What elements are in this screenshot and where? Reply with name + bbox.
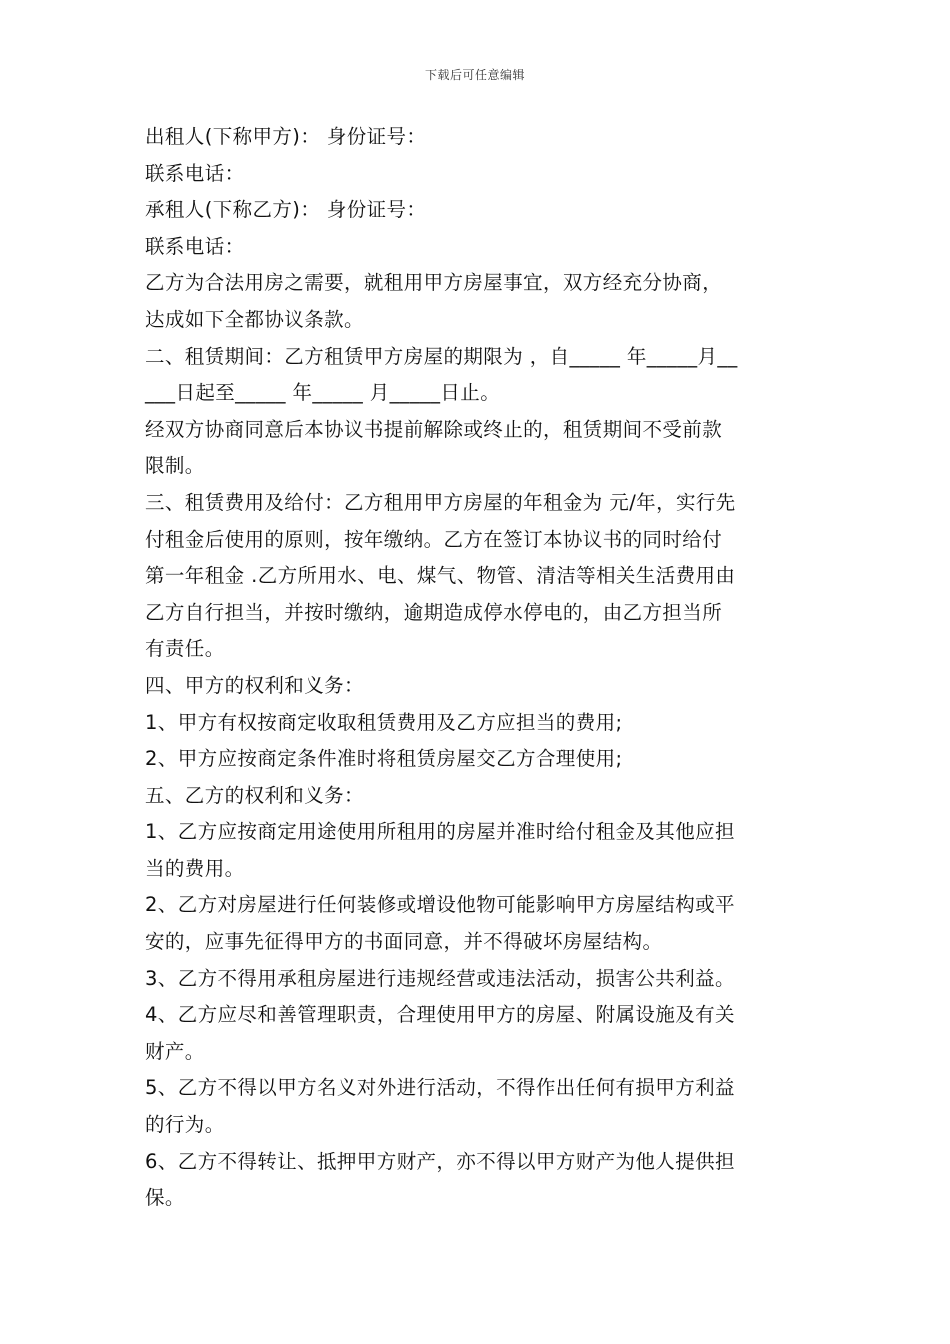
text-line: 乙方为合法用房之需要，就租用甲方房屋事宜，双方经充分协商， xyxy=(145,271,723,295)
document-body xyxy=(145,119,813,1217)
text-line: 乙方自行担当，并按时缴纳，逾期造成停水停电的，由乙方担当所 xyxy=(145,600,723,624)
text-line: 付租金后使用的原则，按年缴纳。乙方在签订本协议书的同时给付 xyxy=(145,527,723,551)
text-line: 四、甲方的权利和义务： xyxy=(145,673,364,697)
text-line: 1、甲方有权按商定收取租赁费用及乙方应担当的费用; xyxy=(145,710,623,734)
text-line: 经双方协商同意后本协议书提前解除或终止的，租赁期间不受前款 xyxy=(145,417,723,441)
text-line: 保。 xyxy=(145,1186,185,1210)
text-line: 1、乙方应按商定用途使用所租用的房屋并准时给付租金及其他应担 xyxy=(145,820,735,844)
text-line: ___日起至_____ 年_____ 月_____日止。 xyxy=(145,381,501,405)
text-line: 限制。 xyxy=(145,454,205,478)
text-line: 联系电话： xyxy=(145,234,245,258)
text-line: 2、乙方对房屋进行任何装修或增设他物可能影响甲方房屋结构或平 xyxy=(145,893,735,917)
text-line: 5、乙方不得以甲方名义对外进行活动，不得作出任何有损甲方利益 xyxy=(145,1076,735,1100)
text-line: 达成如下全都协议条款。 xyxy=(145,307,364,331)
text-line: 6、乙方不得转让、抵押甲方财产，亦不得以甲方财产为他人提供担 xyxy=(145,1149,735,1173)
page-header: 下载后可任意编辑 xyxy=(424,68,525,82)
text-line: 4、乙方应尽和善管理职责，合理使用甲方的房屋、附属设施及有关 xyxy=(145,1003,735,1027)
text-line: 财产。 xyxy=(145,1039,205,1063)
text-line: 2、甲方应按商定条件准时将租赁房屋交乙方合理使用; xyxy=(145,747,623,771)
text-line: 三、租赁费用及给付：乙方租用甲方房屋的年租金为 元/年，实行先 xyxy=(145,490,736,514)
text-line: 二、租赁期间：乙方租赁甲方房屋的期限为 ，自_____ 年_____月__ xyxy=(145,344,738,368)
text-line: 当的费用。 xyxy=(145,856,245,880)
text-line: 的行为。 xyxy=(145,1113,225,1137)
text-line: 有责任。 xyxy=(145,637,225,661)
text-line: 承租人(下称乙方)： 身份证号： xyxy=(145,198,427,222)
text-line: 出租人(下称甲方)： 身份证号： xyxy=(145,125,427,148)
text-line: 安的，应事先征得甲方的书面同意，并不得破坏房屋结构。 xyxy=(145,930,663,954)
text-line: 第一年租金 .乙方所用水、电、煤气、物管、清洁等相关生活费用由 xyxy=(145,564,736,588)
text-line: 五、乙方的权利和义务： xyxy=(145,783,364,807)
text-line: 3、乙方不得用承租房屋进行违规经营或违法活动，损害公共利益。 xyxy=(145,966,735,990)
text-line: 联系电话： xyxy=(145,161,245,185)
